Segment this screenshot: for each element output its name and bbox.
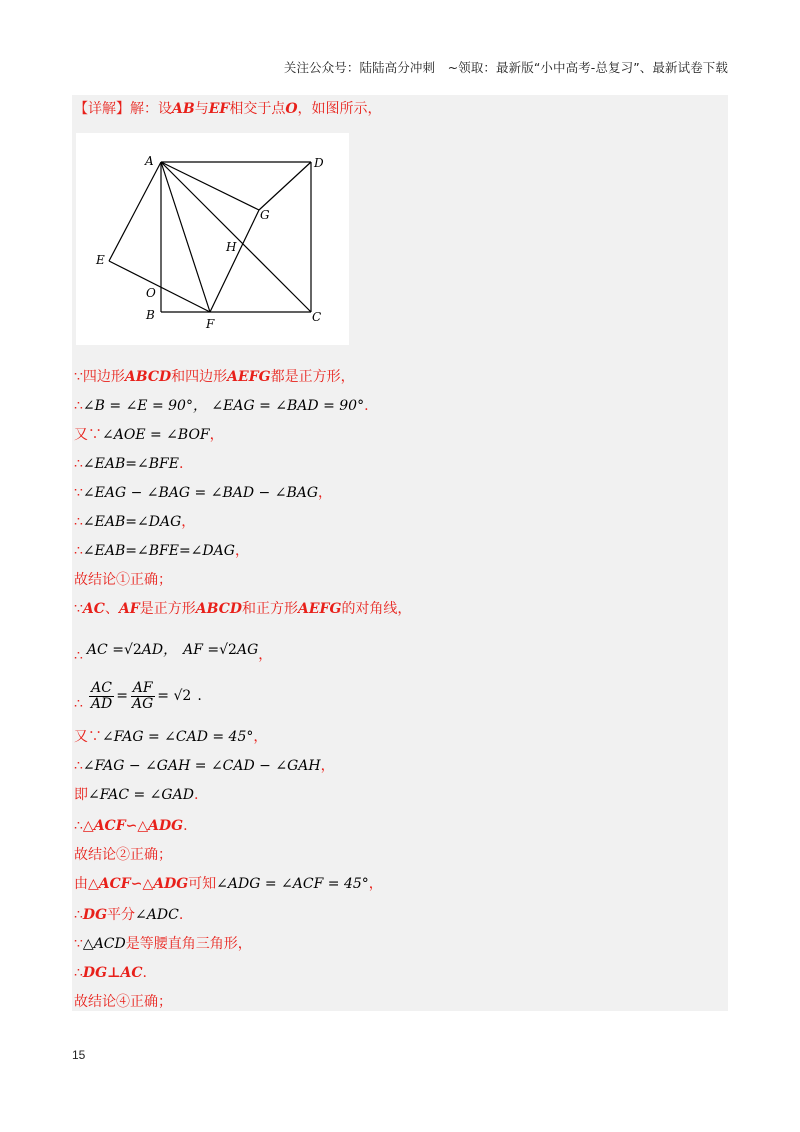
step-20-end: . [142, 965, 147, 981]
step-4 [74, 455, 183, 473]
intro-with: 与 [194, 101, 209, 117]
fraction-ac-ad [89, 681, 114, 712]
step-13-end: ， [320, 758, 335, 774]
step-10-sep: ， [163, 642, 178, 658]
step-1-text-c: 都是正方形， [270, 369, 355, 385]
label-g: G [260, 208, 270, 222]
fraction-denominator: AD [90, 695, 113, 712]
seg-ac: AC [82, 601, 105, 617]
therefore-symbol: ∴ [74, 648, 83, 664]
step-2 [74, 397, 369, 415]
therefore-symbol: ∴ [74, 758, 83, 774]
seg-ef: EF [208, 101, 230, 117]
step-5 [74, 484, 332, 502]
label-o: O [146, 286, 156, 300]
equals-sqrt2: = √2 [157, 688, 192, 704]
step-10 [74, 635, 272, 665]
step-3 [74, 426, 224, 444]
step-1-text-b: 和四边形 [171, 369, 228, 385]
step-14-math: ∠FAC = ∠GAD [88, 787, 194, 803]
point-o: O [285, 101, 298, 117]
label-e: E [96, 253, 105, 267]
step-12-end: ， [253, 729, 268, 745]
step-4-math: ∠EAB=∠BFE [82, 456, 179, 472]
step-19-math: △ACD [82, 936, 126, 952]
step-6-end: ， [181, 514, 196, 530]
sqrt2-a: √2 [123, 642, 142, 658]
step-4-end: . [178, 456, 184, 472]
therefore-symbol: ∴ [74, 818, 83, 834]
step-1-text-a: 四边形 [82, 369, 125, 385]
step-7-math: ∠EAB=∠BFE=∠DAG [82, 543, 235, 559]
step-3-math: ∠AOE = ∠BOF [102, 427, 210, 443]
step-3-end: ， [209, 427, 224, 443]
step-7 [74, 542, 249, 560]
step-10-end: ， [258, 647, 273, 663]
therefore-symbol: ∴ [74, 696, 83, 712]
step-20-math: DG⊥AC [82, 965, 143, 981]
step-9-text-a: 是正方形 [139, 601, 196, 617]
step-19 [74, 935, 252, 953]
step-10-m1a: AC = [86, 642, 124, 658]
because-symbol: ∵ [74, 936, 83, 952]
step-18-math: ∠ADC [135, 907, 179, 923]
therefore-symbol: ∴ [74, 965, 83, 981]
detail-bracket: 【详解】 [74, 101, 130, 117]
label-f: F [206, 317, 215, 331]
fraction-numerator: AC [91, 679, 112, 696]
intro-text: 解：设 [130, 101, 172, 117]
label-b: B [146, 308, 155, 322]
step-1 [74, 368, 355, 386]
step-10-m2a: AF = [183, 642, 220, 658]
step-18 [74, 906, 183, 924]
sqrt2-b: √2 [219, 642, 237, 658]
conclusion-4: 故结论④正确； [74, 994, 172, 1010]
fraction-numerator: AF [132, 679, 153, 696]
step-15-end: . [183, 818, 188, 834]
label-a: A [145, 154, 154, 168]
step-14-end: . [193, 787, 199, 803]
seg-af: AF [118, 601, 140, 617]
step-5-end: ， [318, 485, 333, 501]
step-20 [74, 964, 147, 982]
because-symbol: ∵ [74, 369, 83, 385]
step-13-math: ∠FAG − ∠GAH = ∠CAD − ∠GAH [82, 758, 321, 774]
step-5-math: ∠EAG − ∠BAG = ∠BAD − ∠BAG [82, 485, 319, 501]
equals-sign: = [116, 688, 128, 704]
step-12 [74, 728, 267, 746]
seg-ab: AB [172, 101, 195, 117]
therefore-symbol: ∴ [74, 907, 83, 923]
conclusion-2: 故结论②正确； [74, 847, 172, 863]
step-2-end: . [364, 398, 369, 414]
step-17-text-b: 可知 [188, 876, 217, 892]
square-aefg: AEFG [298, 601, 342, 617]
label-h: H [226, 240, 237, 254]
step-11 [74, 680, 202, 712]
step-13 [74, 757, 335, 775]
step-9-text-b: 和正方形 [242, 601, 298, 617]
conclusion-1: 故结论①正确； [74, 572, 172, 588]
page-header: 关注公众号：陆陆高分冲刺 ~领取：最新版“小中高考-总复习”、最新试卷下载 [283, 60, 728, 75]
step-7-end: ， [234, 543, 249, 559]
square-abcd: ABCD [124, 369, 172, 385]
square-abcd: ABCD [195, 601, 242, 617]
step-17-similar: △ACF∽△ADG [88, 876, 189, 892]
step-9 [74, 600, 411, 618]
step-18-text: 平分 [107, 907, 136, 923]
step-15-math: △ACF∽△ADG [82, 818, 184, 834]
step-17 [74, 875, 383, 893]
square-aefg: AEFG [227, 369, 271, 385]
intro-end: ，如图所示， [297, 101, 382, 117]
fraction-af-ag [130, 681, 155, 712]
label-d: D [314, 156, 324, 170]
figure-svg [76, 133, 349, 345]
step-17-end: ， [368, 876, 383, 892]
solution-intro [74, 100, 382, 118]
namely-text: 即 [74, 787, 88, 803]
fraction-denominator: AG [132, 695, 154, 712]
step-12-math: ∠FAG = ∠CAD = 45° [102, 729, 254, 745]
step-17-math: ∠ADG = ∠ACF = 45° [216, 876, 369, 892]
therefore-symbol: ∴ [74, 543, 83, 559]
also-because-symbol: 又∵ [74, 729, 102, 745]
because-symbol: ∵ [74, 601, 83, 617]
therefore-symbol: ∴ [74, 514, 83, 530]
step-17-text-a: 由 [74, 876, 88, 892]
intro-rest: 相交于点 [229, 101, 286, 117]
step-18-end: . [178, 907, 184, 923]
step-10-m1c: AD [141, 642, 164, 658]
step-6 [74, 513, 195, 531]
step-10-m2c: AG [236, 642, 259, 658]
step-2-math: ∠B = ∠E = 90°， ∠EAG = ∠BAD = 90° [82, 398, 365, 414]
step-15 [74, 817, 188, 835]
seg-dg: DG [82, 907, 108, 923]
step-6-math: ∠EAB=∠DAG [82, 514, 182, 530]
therefore-symbol: ∴ [74, 456, 83, 472]
step-9-sep: 、 [104, 601, 119, 617]
because-symbol: ∵ [74, 485, 83, 501]
step-9-text-c: 的对角线， [341, 601, 412, 617]
step-19-text: 是等腰直角三角形， [125, 936, 252, 952]
step-14 [74, 786, 198, 804]
page-number: 15 [72, 1048, 86, 1062]
geometry-figure [76, 133, 349, 345]
also-because-symbol: 又∵ [74, 427, 102, 443]
therefore-symbol: ∴ [74, 398, 83, 414]
step-11-end: . [197, 688, 202, 704]
label-c: C [312, 310, 322, 324]
